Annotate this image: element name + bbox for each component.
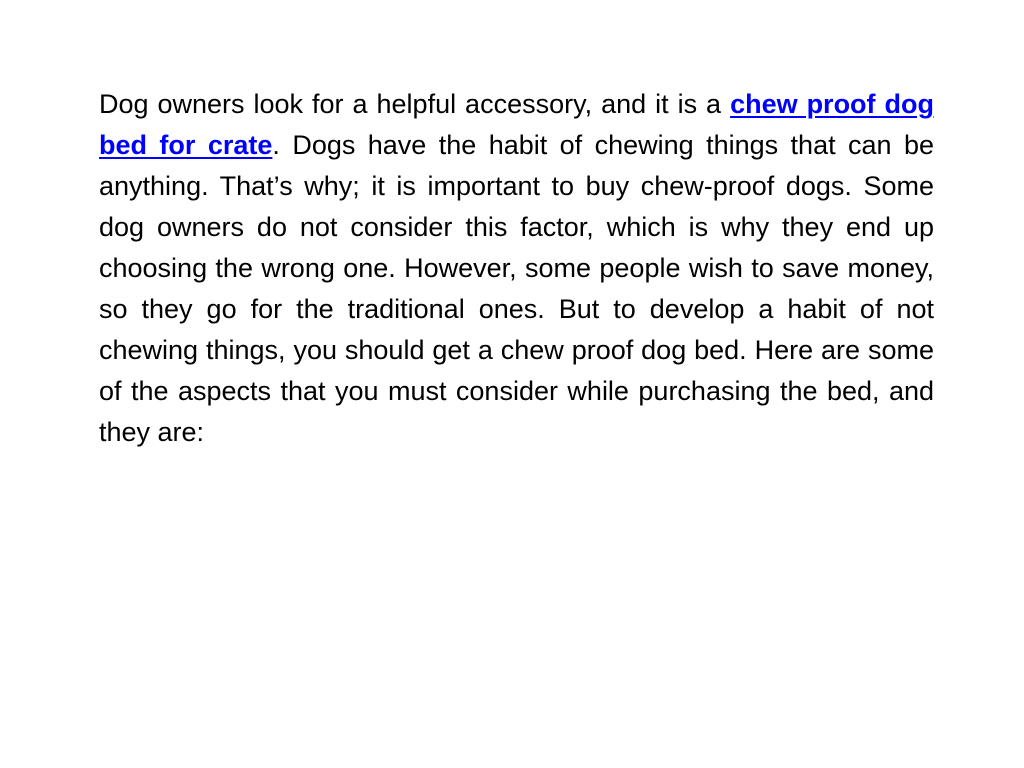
body-paragraph xyxy=(99,84,934,453)
paragraph-text-after-link: . Dogs have the habit of chewing things that can be anything. That’s why; it is important to buy chew-proof dogs. Some dog owners do not consider this factor, which is why they end up choosing the wrong one. However, some people wish to save money, so they go for the traditional ones. But to develop a habit of not chewing things, you should get a chew proof dog bed. Here are some of the aspects that you must consider while purchasing the bed, and they are: xyxy=(99,130,935,447)
paragraph-text-before-link: Dog owners look for a helpful accessory, and it is a xyxy=(99,89,731,119)
chew-proof-dog-bed-link[interactable]: chew proof dog bed for crate xyxy=(99,89,935,160)
